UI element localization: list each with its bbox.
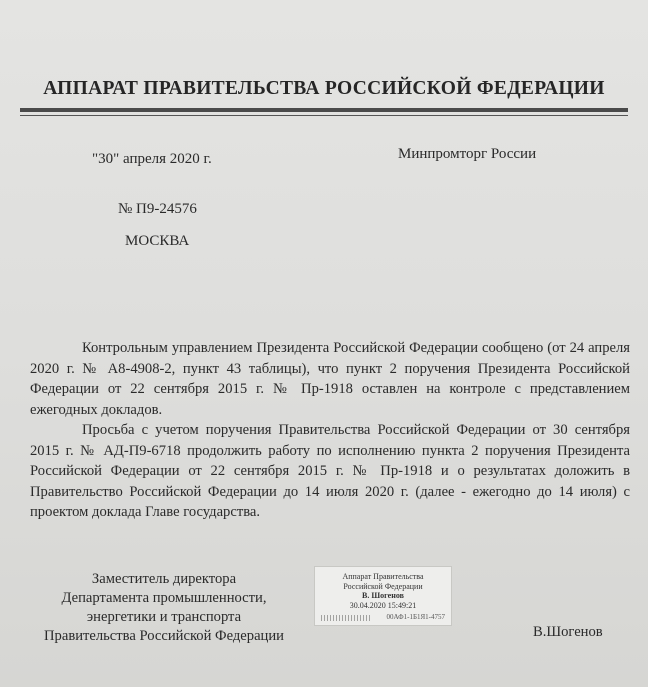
document-number: № П9-24576 (118, 201, 197, 217)
stamp-line: Аппарат Правительства (342, 572, 424, 581)
signer-name: В.Шогенов (533, 624, 603, 640)
document-city: МОСКВА (125, 233, 190, 249)
stamp-line: Российской Федерации (343, 581, 423, 591)
position-line: Заместитель директора (91, 571, 237, 587)
document-date: "30" апреля 2020 г. (92, 151, 212, 167)
header-title: АППАРАТ ПРАВИТЕЛЬСТВА РОССИЙСКОЙ ФЕДЕРАЦИИ (43, 78, 605, 99)
letter-body (30, 338, 630, 523)
position-line: Департамента промышленности, (61, 590, 267, 606)
header-rule-thick (20, 108, 628, 112)
barcode-icon (321, 615, 371, 621)
stamp-datetime: 30.04.2020 15:49:21 (349, 600, 417, 610)
signatory-position (30, 570, 298, 646)
position-line: Правительства Российской Федерации (44, 628, 284, 644)
electronic-signature-stamp (314, 566, 452, 626)
stamp-code: 00АФ1-1Б1Я1-4757 (386, 612, 445, 621)
body-paragraph: Просьба с учетом поручения Правительства Российской Федерации от 30 сентября 2015 г. № АД-П9-6718 продолжить работу по исполнению пункта 2 поручения Президента Российской Федерации от 22 сентября 2015 г. № Пр-1918 и о результатах доложить в Правительство Российской Федерации до 14 июля 2020 г. (далее - ежегодно до 14 июля) с проектом доклада Главе государства. (30, 422, 630, 520)
addressee: Минпромторг России (398, 146, 537, 162)
position-line: энергетики и транспорта (86, 609, 242, 625)
stamp-signer: В. Шогенов (362, 591, 404, 600)
header-rule-thin (20, 115, 628, 116)
body-paragraph: Контрольным управлением Президента Российской Федерации сообщено (от 24 апреля 2020 г. № А8-4908-2, пункт 43 таблицы), что пункт 2 поручения Президента Российской Федерации от 22 сентября 2015 г. № Пр-1918 оставлен на контроле с представлением ежегодных докладов. (30, 340, 630, 418)
